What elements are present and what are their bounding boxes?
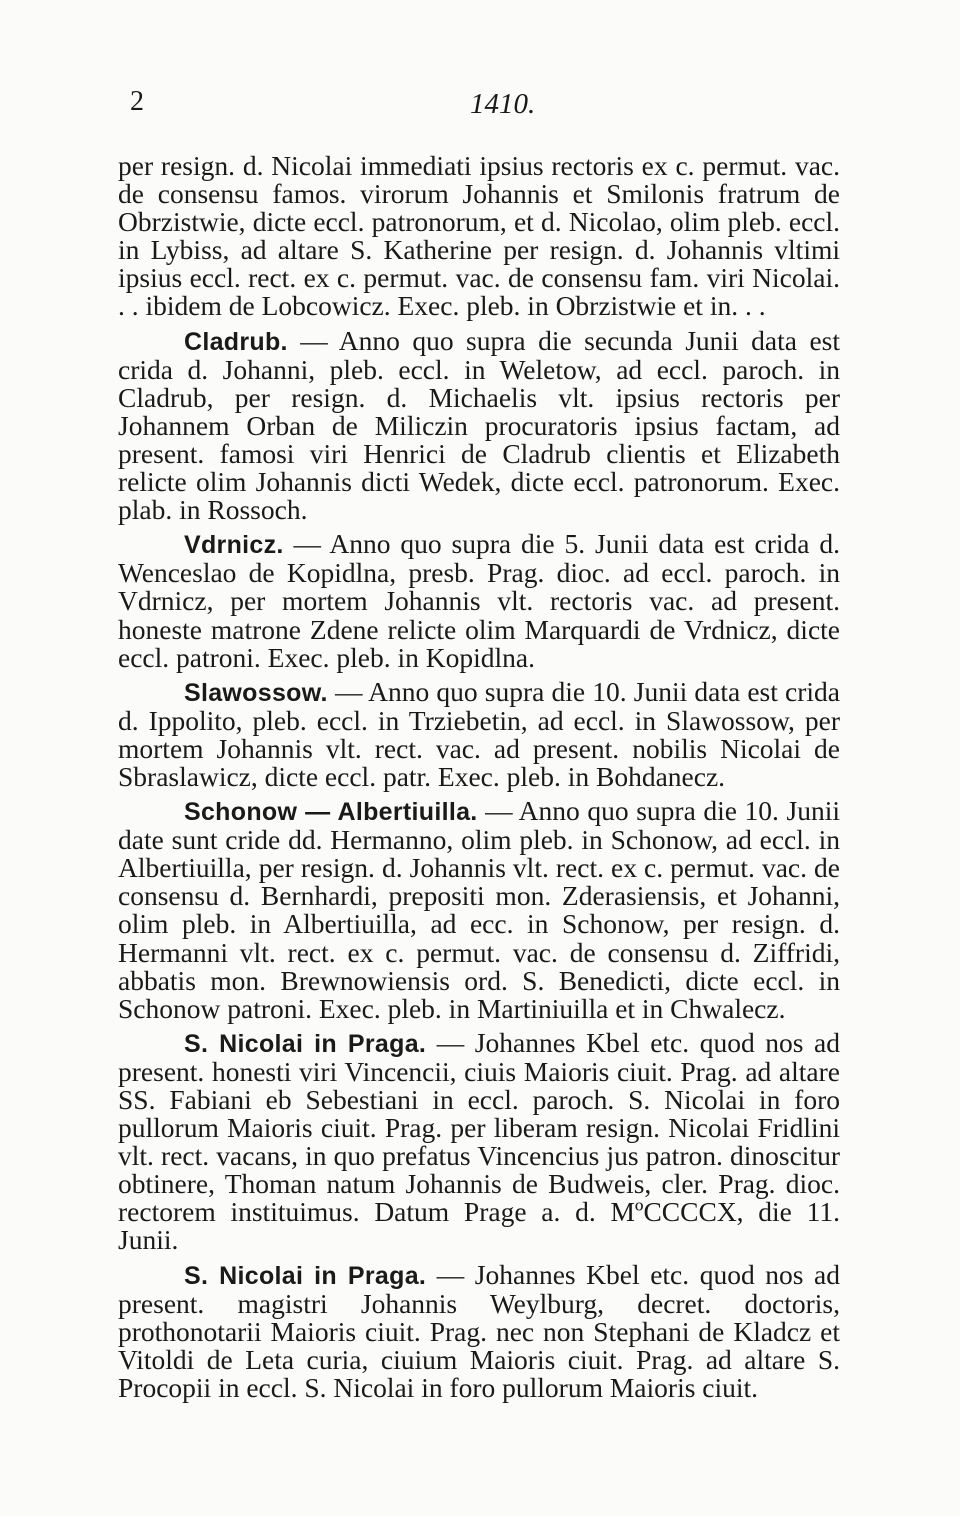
entry-heading: S. Nicolai in Praga. (184, 1261, 427, 1290)
page-number: 2 (130, 86, 144, 117)
entry-cladrub (118, 324, 840, 526)
entry-heading: S. Nicolai in Praga. (184, 1029, 427, 1058)
entry-heading: Vdrnicz. (184, 531, 284, 560)
entry-text: — Anno quo supra die 10. Junii data est crida d. Ippolito, pleb. eccl. in Trziebetin, ad eccl. in Slawossow, per mortem Johannis vlt. rect. vac. ad present. nobilis Nicolai de Sbraslawicz, dicte eccl. patr. Exec. pleb. in Bohdanecz. (118, 675, 840, 792)
entry-slawossow (118, 675, 840, 792)
entry-continuation (118, 152, 840, 321)
entry-heading: Cladrub. (184, 327, 288, 356)
entry-heading: Schonow — Albertiuilla. (184, 798, 478, 827)
entry-text: per resign. d. Nicolai immediati ipsius rectoris ex c. permut. vac. de consensu famos. virorum Johannis et Smilonis fratrum de Obrzistwie, dicte eccl. patronorum, et d. Nicolao, olim pleb. eccl. in Lybiss, ad altare S. Katherine per resign. d. Johannis vltimi ipsius eccl. rect. ex c. permut. vac. de consensu fam. viri Nicolai. . . ibidem de Lobcowicz. Exec. pleb. in Obrzistwie et in. . . (118, 150, 840, 322)
running-title-year: 1410. (470, 88, 536, 120)
page-body (118, 152, 840, 1402)
entry-text: — Anno quo supra die 10. Junii date sunt cride dd. Hermanno, olim pleb. in Schonow, ad eccl. in Albertiuilla, per resign. d. Johannis vlt. rect. ex c. permut. vac. de consensu d. Bernhardi, prepositi mon. Zderasiensis, et Johanni, olim pleb. in Albertiuilla, ad ecc. in Schonow, per resign. d. Hermanni vlt. rect. ex c. permut. vac. de consensu d. Ziffridi, abbatis mon. Brewnowiensis ord. S. Benedicti, dicte eccl. in Schonow patroni. Exec. pleb. in Martiniuilla et in Chwalecz. (118, 795, 840, 1024)
entry-s-nicolai-1 (118, 1026, 840, 1256)
entry-vdrnicz (118, 530, 840, 671)
page-header (130, 86, 830, 126)
entry-text: — Anno quo supra die secunda Junii data est crida d. Johanni, pleb. eccl. in Weletow, ad eccl. paroch. in Cladrub, per resign. d. Michaelis vlt. ipsius rectoris per Johannem Orban de Miliczin procuratoris ipsius factam, ad present. famosi viri Henrici de Cladrub clientis et Elizabeth relicte olim Johannis dicti Wedek, dicte eccl. patronorum. Exec. plab. in Rossoch. (118, 324, 840, 526)
entry-text: — Anno quo supra die 5. Junii data est crida d. Wenceslao de Kopidlna, presb. Prag. dioc. ad eccl. paroch. in Vdrnicz, per mortem Johannis vlt. rectoris vac. ad present. honeste matrone Zdene relicte olim Marquardi de Vrdnicz, dicte eccl. patroni. Exec. pleb. in Kopidlna. (118, 528, 840, 673)
entry-schonow-albertiuilla (118, 797, 840, 1023)
entry-text: — Johannes Kbel etc. quod nos ad present. honesti viri Vincencii, ciuis Maioris ciuit. Prag. ad altare SS. Fabiani eb Sebestiani in eccl. paroch. S. Nicolai in foro pullorum Maioris ciuit. Prag. per liberam resign. Nicolai Fridlini vlt. rect. vacans, in quo prefatus Vincencius jus patron. dinoscitur obtinere, Thoman natum Johannis de Budweis, cler. Prag. dioc. rectorem instituimus. Datum Prage a. d. MºCCCCX, die 11. Junii. (118, 1026, 840, 1256)
entry-heading: Slawossow. (184, 678, 328, 707)
entry-text: — Johannes Kbel etc. quod nos ad present. magistri Johannis Weylburg, decret. doctoris, prothonotarii Maioris ciuit. Prag. nec non Stephani de Kladcz et Vitoldi de Leta curia, ciuium Maioris ciuit. Prag. ad altare S. Procopii in eccl. S. Nicolai in foro pullorum Maioris ciuit. (118, 1258, 840, 1403)
entry-s-nicolai-2 (118, 1258, 840, 1403)
